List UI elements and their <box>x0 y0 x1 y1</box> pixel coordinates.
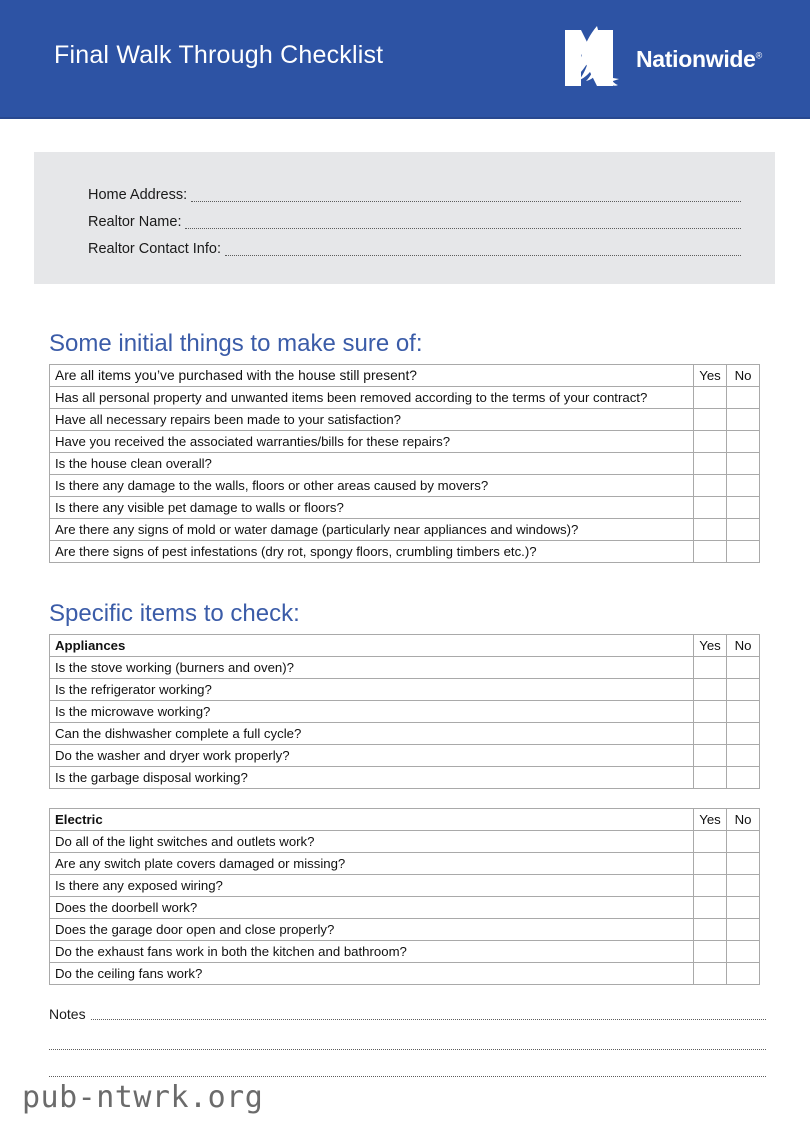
checklist-question: Do the ceiling fans work? <box>50 963 694 985</box>
checkbox-cell-no[interactable] <box>727 745 760 767</box>
field-home-address[interactable] <box>88 178 741 205</box>
checkbox-cell-no[interactable] <box>727 767 760 789</box>
checklist-question: Do the washer and dryer work properly? <box>50 745 694 767</box>
registered-mark: ® <box>755 50 763 61</box>
table-row <box>50 723 760 745</box>
column-header-yes: Yes <box>694 365 727 387</box>
checkbox-cell-yes[interactable] <box>694 701 727 723</box>
checklist-question: Has all personal property and unwanted items been removed according to the terms of your contract? <box>50 387 694 409</box>
section-heading-initial: Some initial things to make sure of: <box>49 330 423 357</box>
checklist-question: Does the garage door open and close properly? <box>50 919 694 941</box>
table-row <box>50 919 760 941</box>
checkbox-cell-yes[interactable] <box>694 963 727 985</box>
checkbox-cell-yes[interactable] <box>694 519 727 541</box>
field-realtor-contact-info[interactable] <box>88 232 741 259</box>
checkbox-cell-yes[interactable] <box>694 475 727 497</box>
checkbox-cell-yes[interactable] <box>694 453 727 475</box>
checkbox-cell-no[interactable] <box>727 657 760 679</box>
property-info-box <box>34 152 775 284</box>
table-row <box>50 831 760 853</box>
checkbox-cell-yes[interactable] <box>694 723 727 745</box>
column-header-no: No <box>727 809 760 831</box>
page-header <box>0 0 810 119</box>
checkbox-cell-yes[interactable] <box>694 679 727 701</box>
table-row <box>50 431 760 453</box>
table-row <box>50 963 760 985</box>
checklist-question: Are any switch plate covers damaged or missing? <box>50 853 694 875</box>
checkbox-cell-no[interactable] <box>727 941 760 963</box>
checklist-table-appliances <box>49 634 760 789</box>
field-input-realtor-name[interactable] <box>185 214 741 229</box>
checkbox-cell-yes[interactable] <box>694 387 727 409</box>
checklist-question: Is the microwave working? <box>50 701 694 723</box>
checklist-question: Do all of the light switches and outlets work? <box>50 831 694 853</box>
table-row <box>50 701 760 723</box>
checkbox-cell-yes[interactable] <box>694 875 727 897</box>
checklist-question: Is the garbage disposal working? <box>50 767 694 789</box>
nationwide-eagle-n-logo <box>557 22 629 94</box>
checklist-question: Is there any visible pet damage to walls or floors? <box>50 497 694 519</box>
checkbox-cell-no[interactable] <box>727 519 760 541</box>
table-category-appliances: Appliances <box>50 635 694 657</box>
section-heading-specific: Specific items to check: <box>49 600 300 627</box>
notes-section <box>49 1001 766 1077</box>
notes-input-line-2[interactable] <box>49 1023 766 1050</box>
table-row <box>50 409 760 431</box>
field-label-realtor-contact-info: Realtor Contact Info: <box>88 241 221 257</box>
checkbox-cell-yes[interactable] <box>694 431 727 453</box>
checklist-table-electric <box>49 808 760 985</box>
checklist-question: Is the stove working (burners and oven)? <box>50 657 694 679</box>
checkbox-cell-yes[interactable] <box>694 919 727 941</box>
checkbox-cell-no[interactable] <box>727 963 760 985</box>
table-row <box>50 519 760 541</box>
checkbox-cell-yes[interactable] <box>694 853 727 875</box>
logo-wordmark <box>636 46 762 73</box>
table-row <box>50 365 760 387</box>
field-label-realtor-name: Realtor Name: <box>88 214 182 230</box>
checkbox-cell-yes[interactable] <box>694 767 727 789</box>
checkbox-cell-no[interactable] <box>727 541 760 563</box>
logo-brand-text: Nationwide <box>636 46 756 72</box>
checklist-table-initial <box>49 364 760 563</box>
table-row <box>50 497 760 519</box>
table-row <box>50 767 760 789</box>
table-row <box>50 541 760 563</box>
checklist-question: Is the house clean overall? <box>50 453 694 475</box>
page-title: Final Walk Through Checklist <box>54 41 384 69</box>
table-row <box>50 897 760 919</box>
table-row <box>50 745 760 767</box>
table-row <box>50 941 760 963</box>
table-row <box>50 475 760 497</box>
checkbox-cell-no[interactable] <box>727 701 760 723</box>
checkbox-cell-yes[interactable] <box>694 941 727 963</box>
checkbox-cell-yes[interactable] <box>694 409 727 431</box>
checkbox-cell-no[interactable] <box>727 453 760 475</box>
checklist-question: Do the exhaust fans work in both the kitchen and bathroom? <box>50 941 694 963</box>
checkbox-cell-no[interactable] <box>727 897 760 919</box>
checkbox-cell-no[interactable] <box>727 475 760 497</box>
column-header-no: No <box>727 635 760 657</box>
checklist-question: Are there signs of pest infestations (dry rot, spongy floors, crumbling timbers etc.)? <box>50 541 694 563</box>
checkbox-cell-no[interactable] <box>727 387 760 409</box>
column-header-no: No <box>727 365 760 387</box>
checkbox-cell-no[interactable] <box>727 679 760 701</box>
checklist-question: Is the refrigerator working? <box>50 679 694 701</box>
checklist-question: Are all items you’ve purchased with the house still present? <box>50 365 694 387</box>
checkbox-cell-yes[interactable] <box>694 657 727 679</box>
site-watermark: pub-ntwrk.org <box>22 1080 264 1115</box>
checklist-question: Is there any exposed wiring? <box>50 875 694 897</box>
field-label-home-address: Home Address: <box>88 187 188 203</box>
checkbox-cell-no[interactable] <box>727 831 760 853</box>
checkbox-cell-yes[interactable] <box>694 497 727 519</box>
checklist-question: Is there any damage to the walls, floors or other areas caused by movers? <box>50 475 694 497</box>
column-header-yes: Yes <box>694 635 727 657</box>
table-row <box>50 453 760 475</box>
table-category-electric: Electric <box>50 809 694 831</box>
checkbox-cell-yes[interactable] <box>694 745 727 767</box>
checklist-question: Does the doorbell work? <box>50 897 694 919</box>
checkbox-cell-yes[interactable] <box>694 897 727 919</box>
checkbox-cell-no[interactable] <box>727 497 760 519</box>
checkbox-cell-yes[interactable] <box>694 831 727 853</box>
notes-label: Notes <box>49 1006 86 1022</box>
notes-input-line-3[interactable] <box>49 1050 766 1077</box>
table-row <box>50 635 760 657</box>
checkbox-cell-no[interactable] <box>727 409 760 431</box>
table-row <box>50 809 760 831</box>
property-info-fields <box>88 178 741 259</box>
column-header-yes: Yes <box>694 809 727 831</box>
table-row <box>50 387 760 409</box>
checklist-question: Can the dishwasher complete a full cycle? <box>50 723 694 745</box>
checkbox-cell-no[interactable] <box>727 853 760 875</box>
field-input-home-address[interactable] <box>191 187 741 202</box>
checkbox-cell-yes[interactable] <box>694 541 727 563</box>
checkbox-cell-no[interactable] <box>727 875 760 897</box>
checklist-question: Have all necessary repairs been made to your satisfaction? <box>50 409 694 431</box>
table-row <box>50 875 760 897</box>
checklist-question: Are there any signs of mold or water damage (particularly near appliances and windows)? <box>50 519 694 541</box>
table-row <box>50 657 760 679</box>
checklist-question: Have you received the associated warranties/bills for these repairs? <box>50 431 694 453</box>
table-row <box>50 679 760 701</box>
field-input-realtor-contact-info[interactable] <box>225 241 741 256</box>
notes-first-line[interactable] <box>49 1001 766 1023</box>
table-row <box>50 853 760 875</box>
nationwide-logo <box>557 22 772 94</box>
checkbox-cell-no[interactable] <box>727 723 760 745</box>
checkbox-cell-no[interactable] <box>727 431 760 453</box>
notes-input-line-1[interactable] <box>91 1007 766 1020</box>
checkbox-cell-no[interactable] <box>727 919 760 941</box>
field-realtor-name[interactable] <box>88 205 741 232</box>
